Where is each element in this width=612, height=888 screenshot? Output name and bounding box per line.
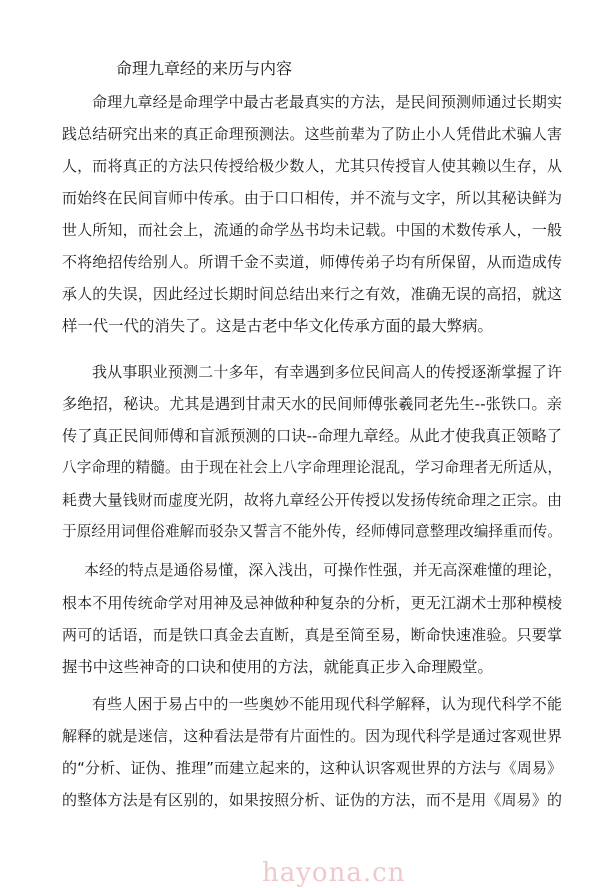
paragraph-2 [62, 356, 562, 548]
text-line: 人，而将真正的方法只传授给极少数人，尤其只传授盲人使其赖以生存，从 [62, 157, 562, 175]
text-line: 的“分析、证伪、推理”而建立起来的，这种认识客观世界的方法与《周易》 [62, 759, 562, 777]
paragraph-3 [62, 555, 562, 683]
text-line: 不将绝招传给别人。所谓千金不卖道，师傅传弟子均有所保留，从而造成传 [62, 253, 562, 271]
text-line: 而始终在民间盲师中传承。由于口口相传，并不流与文字，所以其秘诀鲜为 [62, 189, 562, 207]
paragraph-1 [62, 86, 562, 342]
text-line: 根本不用传统命学对用神及忌神做种种复杂的分析，更无江湖术士那种模棱 [62, 594, 562, 612]
text-line: 践总结研究出来的真正命理预测法。这些前辈为了防止小人凭借此术骗人害 [62, 125, 562, 143]
text-line: 本经的特点是通俗易懂，深入浅出，可操作性强，并无高深难懂的理论， [84, 562, 562, 579]
text-line: 命理九章经是命理学中最古老最真实的方法，是民间预测师通过长期实 [92, 93, 562, 111]
text-line: 传了真正民间师傅和盲派预测的口诀--命理九章经。从此才使我真正领略了 [62, 427, 562, 445]
text-line: 世人所知，而社会上，流通的命学丛书均未记载。中国的术数传承人，一般 [62, 221, 562, 239]
text-line: 八字命理的精髓。由于现在社会上八字命理理论混乱，学习命理者无所适从， [62, 459, 562, 476]
text-line: 样一代一代的消失了。这是古老中华文化传承方面的最大弊病。 [62, 317, 493, 335]
text-line: 的整体方法是有区别的，如果按照分析、证伪的方法，而不是用《周易》的 [62, 791, 562, 809]
text-line: 两可的话语，而是铁口真金去直断，真是至简至易，断命快速准验。只要掌 [62, 626, 562, 644]
paragraph-4 [62, 688, 562, 816]
text-line: 多绝招，秘诀。尤其是遇到甘肃天水的民间师傅张羲同老先生--张铁口。亲 [62, 395, 562, 413]
document-title: 命理九章经的来历与内容 [116, 59, 293, 78]
text-line: 解释的就是迷信，这种看法是带有片面性的。因为现代科学是通过客观世界 [62, 727, 562, 745]
text-line: 握书中这些神奇的口诀和使用的方法，就能真正步入命理殿堂。 [62, 658, 493, 676]
text-line: 于原经用词俚俗难解而驳杂又誓言不能外传，经师傅同意整理改编择重而传。 [62, 523, 562, 540]
text-line: 有些人困于易占中的一些奥妙不能用现代科学解释，认为现代科学不能 [92, 695, 562, 713]
text-line: 耗费大量钱财而虚度光阴，故将九章经公开传授以发扬传统命理之正宗。由 [62, 491, 562, 509]
text-line: 我从事职业预测二十多年，有幸遇到多位民间高人的传授逐渐掌握了许 [92, 363, 562, 381]
text-line: 承人的失误，因此经过长期时间总结出来行之有效，准确无误的高招，就这 [62, 285, 562, 303]
watermark: hayona.cn [262, 858, 406, 888]
